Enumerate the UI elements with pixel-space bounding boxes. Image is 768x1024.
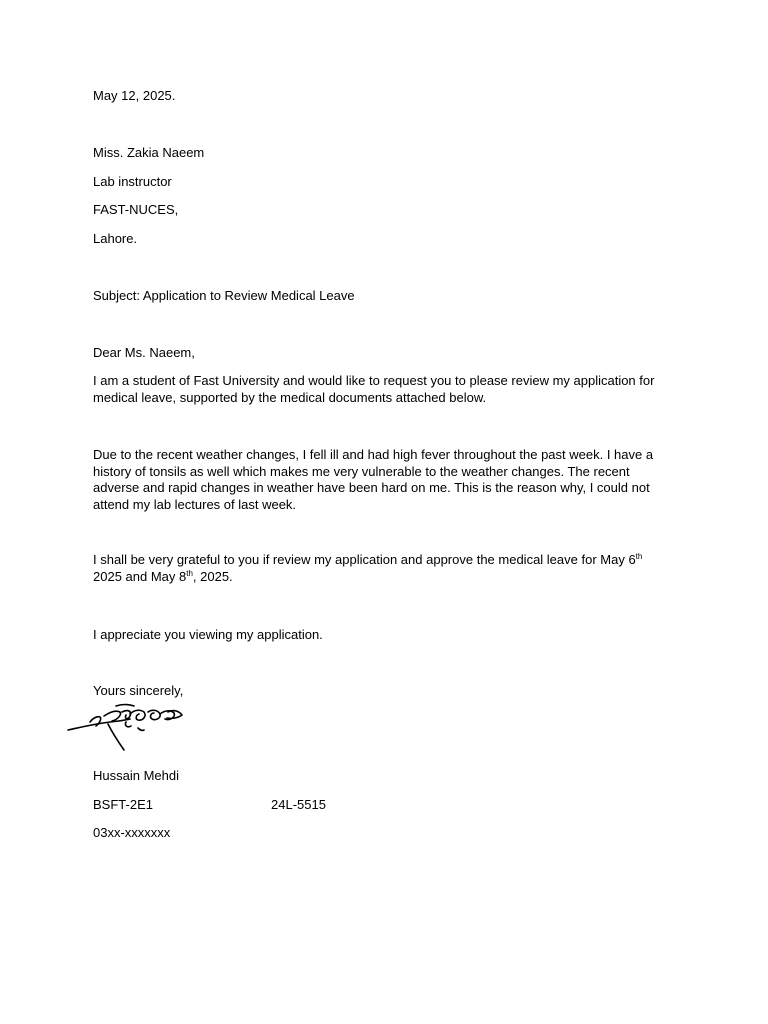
sender-identifiers — [93, 797, 326, 813]
recipient-institution: FAST-NUCES, — [93, 202, 179, 217]
body-paragraph-4: I appreciate you viewing my application. — [93, 627, 323, 642]
recipient-name: Miss. Zakia Naeem — [93, 145, 205, 160]
letter-subject: Subject: Application to Review Medical Leave — [93, 288, 355, 303]
letter-closing: Yours sincerely, — [93, 683, 184, 698]
sender-name: Hussain Mehdi — [93, 768, 179, 783]
ordinal-suffix-2: th — [186, 568, 193, 578]
sender-phone: 03xx-xxxxxxx — [93, 825, 171, 840]
letter-salutation: Dear Ms. Naeem, — [93, 345, 195, 360]
paragraph-3-text-3: , 2025. — [192, 568, 233, 584]
sender-section: BSFT-2E1 — [93, 797, 153, 812]
recipient-title: Lab instructor — [93, 174, 172, 189]
body-paragraph-2: Due to the recent weather changes, I fell ill and had high fever throughout the past week. I have a history of tonsils as well which makes me very vulnerable to the weather changes. The recent adverse and rapid changes in weather have been hard on me. This is the reason why, I could not attend my lab lectures of last week. — [93, 447, 654, 512]
body-paragraph-3 — [93, 552, 678, 585]
letter-date: May 12, 2025. — [93, 88, 176, 103]
ordinal-suffix-1: th — [635, 552, 643, 561]
sender-roll-number: 24L-5515 — [271, 797, 326, 812]
paragraph-3-text-1: I shall be very grateful to you if review my application and approve the medical leave for May 6 — [93, 552, 636, 567]
body-paragraph-1: I am a student of Fast University and would like to request you to please review my application for medical leave, supported by the medical documents attached below. — [93, 373, 655, 405]
recipient-city: Lahore. — [93, 231, 138, 246]
paragraph-3-text-2: 2025 and May 8 — [93, 568, 187, 584]
handwritten-signature — [64, 700, 186, 754]
